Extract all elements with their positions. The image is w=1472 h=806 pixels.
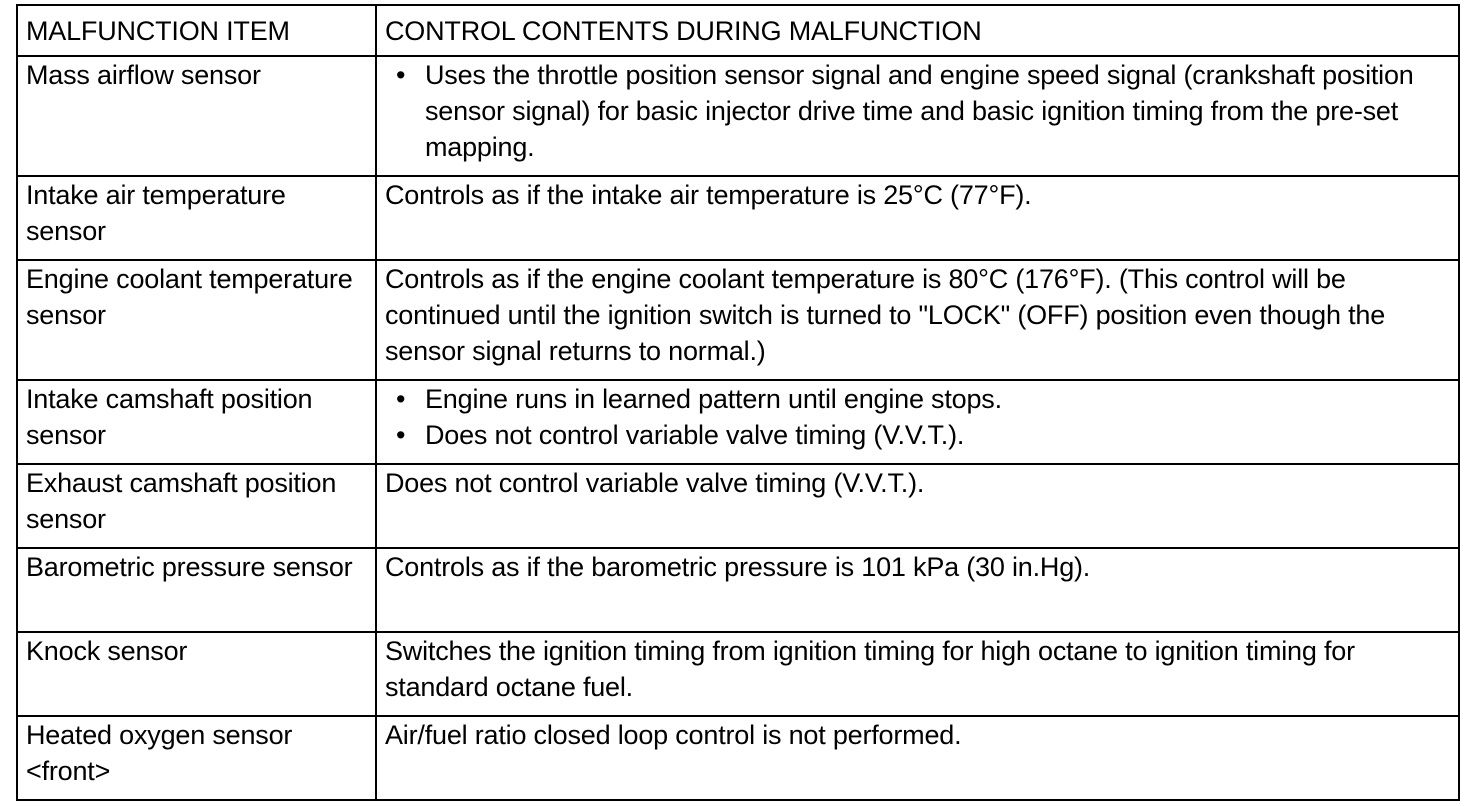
malfunction-item-cell: Intake camshaft position sensor xyxy=(17,380,376,464)
malfunction-item-cell: Intake air temperature sensor xyxy=(17,176,376,260)
table-row xyxy=(17,464,1459,548)
table-row xyxy=(17,56,1459,176)
control-contents-cell: Controls as if the engine coolant temperature is 80°C (176°F). (This control will be continued until the ignition switch is turned to "LOCK" (OFF) position even though the sensor signal returns to normal.) xyxy=(376,260,1459,380)
table-row xyxy=(17,548,1459,632)
malfunction-item-cell: Heated oxygen sensor <front> xyxy=(17,716,376,800)
malfunction-item-cell: Engine coolant temperature sensor xyxy=(17,260,376,380)
control-bullet-item: • Uses the throttle position sensor signal and engine speed signal (crankshaft position sensor signal) for basic injector drive time and basic ignition timing from the pre-set mapping. xyxy=(385,57,1452,165)
control-contents-cell: Does not control variable valve timing (V.V.T.). xyxy=(376,464,1459,548)
control-bullet-list xyxy=(385,57,1452,165)
control-contents-cell: Controls as if the barometric pressure is 101 kPa (30 in.Hg). xyxy=(376,548,1459,632)
control-contents-cell xyxy=(376,56,1459,176)
control-contents-cell: Air/fuel ratio closed loop control is not performed. xyxy=(376,716,1459,800)
control-contents-cell: Controls as if the intake air temperature is 25°C (77°F). xyxy=(376,176,1459,260)
header-control-contents: CONTROL CONTENTS DURING MALFUNCTION xyxy=(376,5,1459,56)
malfunction-control-table xyxy=(16,4,1460,801)
control-bullet-item: • Does not control variable valve timing (V.V.T.). xyxy=(385,417,1452,453)
control-contents-cell: Switches the ignition timing from ignition timing for high octane to ignition timing for standard octane fuel. xyxy=(376,632,1459,716)
malfunction-item-cell: Exhaust camshaft position sensor xyxy=(17,464,376,548)
table-row xyxy=(17,380,1459,464)
control-bullet-item: • Engine runs in learned pattern until engine stops. xyxy=(385,381,1452,417)
table-header-row xyxy=(17,5,1459,56)
bullet-dot-icon: • xyxy=(396,60,406,90)
malfunction-item-cell: Knock sensor xyxy=(17,632,376,716)
malfunction-item-cell: Barometric pressure sensor xyxy=(17,548,376,632)
control-contents-cell xyxy=(376,380,1459,464)
table-row xyxy=(17,632,1459,716)
malfunction-item-cell: Mass airflow sensor xyxy=(17,56,376,176)
table-row xyxy=(17,176,1459,260)
header-malfunction-item: MALFUNCTION ITEM xyxy=(17,5,376,56)
table-row xyxy=(17,716,1459,800)
table-row xyxy=(17,260,1459,380)
bullet-dot-icon: • xyxy=(396,384,406,414)
bullet-dot-icon: • xyxy=(396,420,406,450)
control-bullet-list xyxy=(385,381,1452,453)
